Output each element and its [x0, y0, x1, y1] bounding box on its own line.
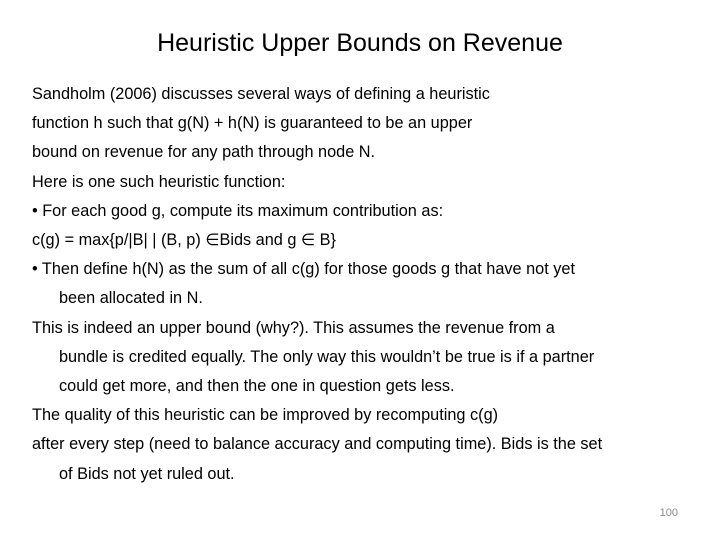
body-line: This is indeed an upper bound (why?). This assumes the revenue from a [32, 318, 555, 337]
body-line: Here is one such heuristic function: [32, 172, 286, 191]
continuation-line: been allocated in N. [59, 289, 203, 308]
formula-line: c(g) = max{p/|B| | (B, p) ∈Bids and g ∈ B} [32, 231, 336, 250]
continuation-line: of Bids not yet ruled out. [59, 464, 235, 483]
body-line: bound on revenue for any path through node N. [32, 143, 376, 162]
body-line: after every step (need to balance accuracy and computing time). Bids is the set [32, 435, 603, 454]
slide-body [32, 80, 692, 489]
continuation-line: could get more, and then the one in question gets less. [59, 377, 455, 396]
slide-title: Heuristic Upper Bounds on Revenue [157, 29, 563, 57]
body-line: The quality of this heuristic can be improved by recomputing c(g) [32, 406, 499, 425]
bullet-line: • Then define h(N) as the sum of all c(g) for those goods g that have not yet [32, 260, 575, 279]
bullet-line: • For each good g, compute its maximum contribution as: [32, 201, 444, 220]
page-number: 100 [659, 507, 678, 519]
body-line: Sandholm (2006) discusses several ways of defining a heuristic [32, 85, 490, 103]
continuation-line: bundle is credited equally. The only way this wouldn’t be true is if a partner [59, 347, 595, 366]
body-line: function h such that g(N) + h(N) is guaranteed to be an upper [32, 114, 473, 133]
